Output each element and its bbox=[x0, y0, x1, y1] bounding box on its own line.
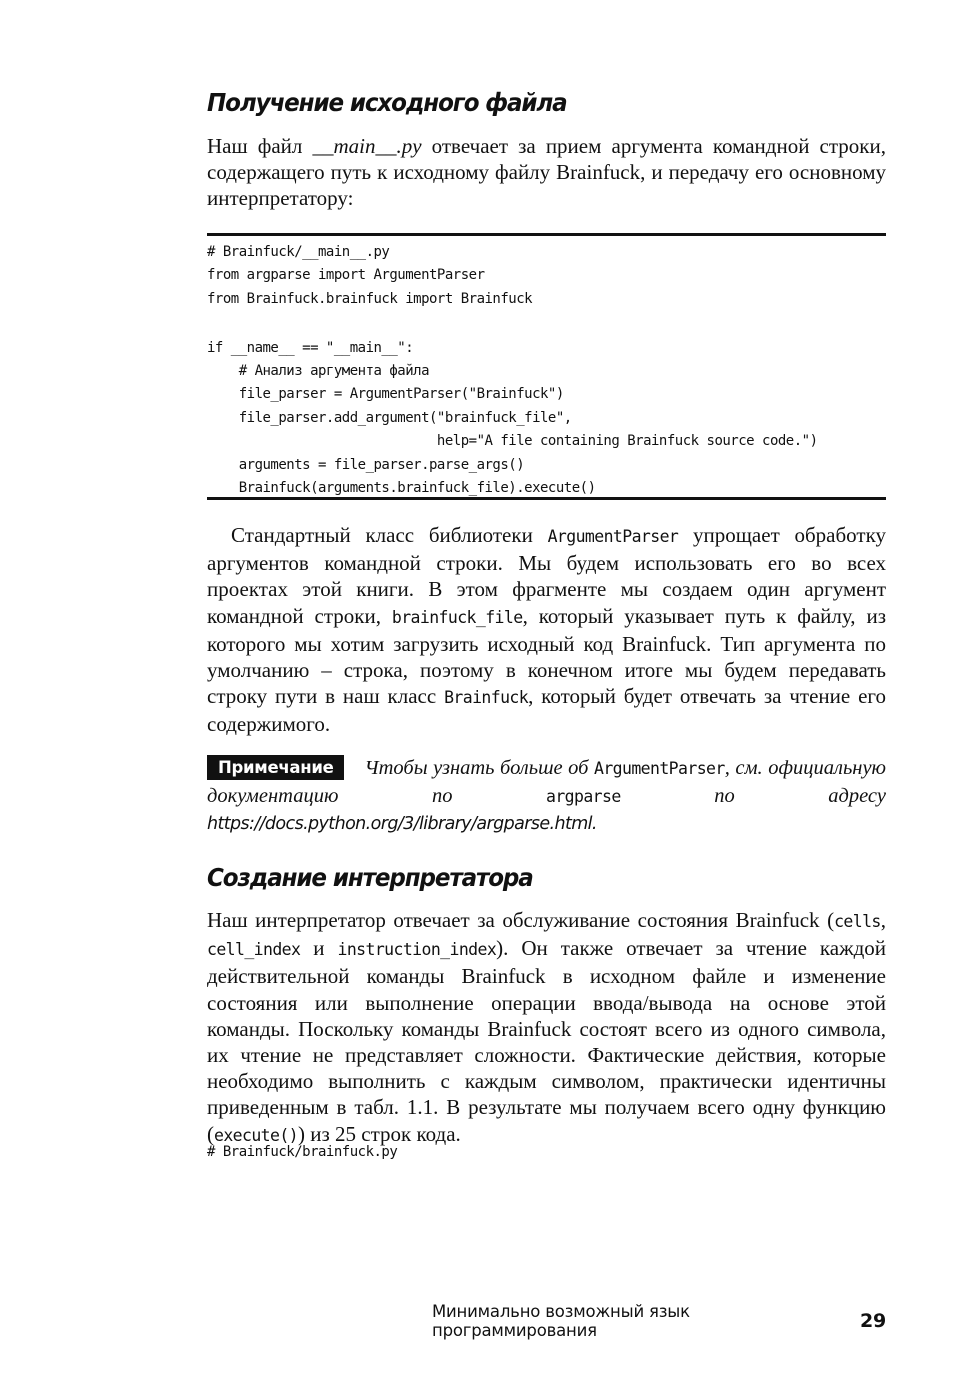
text-run: Наш файл bbox=[207, 134, 313, 158]
code-line: Brainfuck(arguments.brainfuck_file).execute() bbox=[207, 480, 596, 497]
interpreter-paragraph bbox=[207, 907, 886, 1149]
text-run: . bbox=[591, 814, 597, 834]
text-run: Чтобы узнать больше об bbox=[364, 757, 595, 779]
text-run: ). Он также отвечает за чтение каждой действительной команды Brainfuck в исходном файле и изменение состояния или выполнение операции ввода/вывода на основе этой команды. Поскольку команды Brainfuck состоят всего из одного символа, их чтение не представляет сложности. Фактические действия, которые необходимо выполнить с каждым символом, практически идентичны приведенным в табл. 1.1. В результате мы получаем всего одну функцию ( bbox=[207, 936, 886, 1146]
code-line: # Brainfuck/__main__.py bbox=[207, 244, 390, 260]
code-line: if __name__ == "__main__": bbox=[207, 339, 414, 356]
docs-link[interactable]: https://docs.python.org/3/library/argparse.html bbox=[207, 814, 592, 834]
code-listing-main bbox=[207, 241, 886, 500]
inline-code: instruction_index bbox=[337, 940, 497, 960]
text-run: ) из 25 строк кода. bbox=[298, 1121, 461, 1146]
inline-code: ArgumentParser bbox=[594, 759, 725, 778]
text-run: , который указывает путь к файлу, из которого мы хотим загрузить исходный код Brainfuck. Тип аргумента по умолчанию – строка, поэтому в конечном итоге мы будем передавать строку пути в наш класс bbox=[207, 603, 886, 709]
note-block bbox=[207, 755, 886, 838]
text-run: упрощает обработку аргументов командной строки. Мы будем использовать его во всех проектах этой книги. В этом фрагменте мы создаем один аргумент командной строки, bbox=[207, 523, 886, 628]
section-heading-source-file: Получение исходного файла bbox=[207, 88, 567, 117]
text-run: и bbox=[300, 936, 338, 961]
text-run: Стандартный класс библиотеки bbox=[231, 523, 548, 547]
inline-code: cells bbox=[834, 912, 881, 931]
inline-code: brainfuck_file bbox=[391, 607, 523, 627]
inline-code: cell_index bbox=[207, 940, 301, 960]
code-listing-brainfuck bbox=[207, 1141, 886, 1164]
text-run: , bbox=[880, 908, 886, 932]
code-line: help="A file containing Brainfuck source code.") bbox=[207, 433, 818, 450]
section-heading-interpreter: Создание интерпретатора bbox=[207, 863, 533, 892]
text-run: , см. официальную документацию по bbox=[207, 757, 886, 807]
inline-code: execute() bbox=[214, 1125, 299, 1145]
inline-code: Brainfuck bbox=[444, 688, 529, 708]
code-line: from argparse import ArgumentParser bbox=[207, 267, 485, 284]
text-run: отвечает за прием аргумента командной строки, содержащего путь к исходному файлу Brainfuck, и передачу его основному интерпретатору: bbox=[207, 134, 886, 211]
filename-italic: __main__.py bbox=[312, 134, 422, 158]
intro-paragraph bbox=[207, 133, 886, 212]
code-line: from Brainfuck.brainfuck import Brainfuck bbox=[207, 290, 533, 307]
explanation-paragraph bbox=[207, 522, 886, 738]
code-line: file_parser = ArgumentParser("Brainfuck") bbox=[207, 386, 564, 403]
text-run: по адресу bbox=[620, 784, 886, 807]
code-line: file_parser.add_argument("brainfuck_file", bbox=[207, 409, 572, 426]
code-line: arguments = file_parser.parse_args() bbox=[207, 456, 525, 473]
code-line: # Brainfuck/brainfuck.py bbox=[207, 1144, 398, 1160]
inline-code: ArgumentParser bbox=[547, 527, 679, 546]
note-badge: Примечание bbox=[207, 755, 344, 780]
code-top-rule bbox=[207, 233, 886, 236]
text-run: Наш интерпретатор отвечает за обслуживание состояния Brainfuck ( bbox=[207, 908, 835, 932]
inline-code: argparse bbox=[545, 786, 621, 806]
page-footer bbox=[432, 1302, 886, 1340]
page-number: 29 bbox=[859, 1310, 886, 1332]
code-line: # Анализ аргумента файла bbox=[207, 363, 430, 380]
text-run: , который будет отвечать за чтение его содержимого. bbox=[207, 684, 886, 737]
code-bottom-rule bbox=[207, 497, 886, 500]
running-title: Минимально возможный язык программирования bbox=[432, 1302, 690, 1340]
